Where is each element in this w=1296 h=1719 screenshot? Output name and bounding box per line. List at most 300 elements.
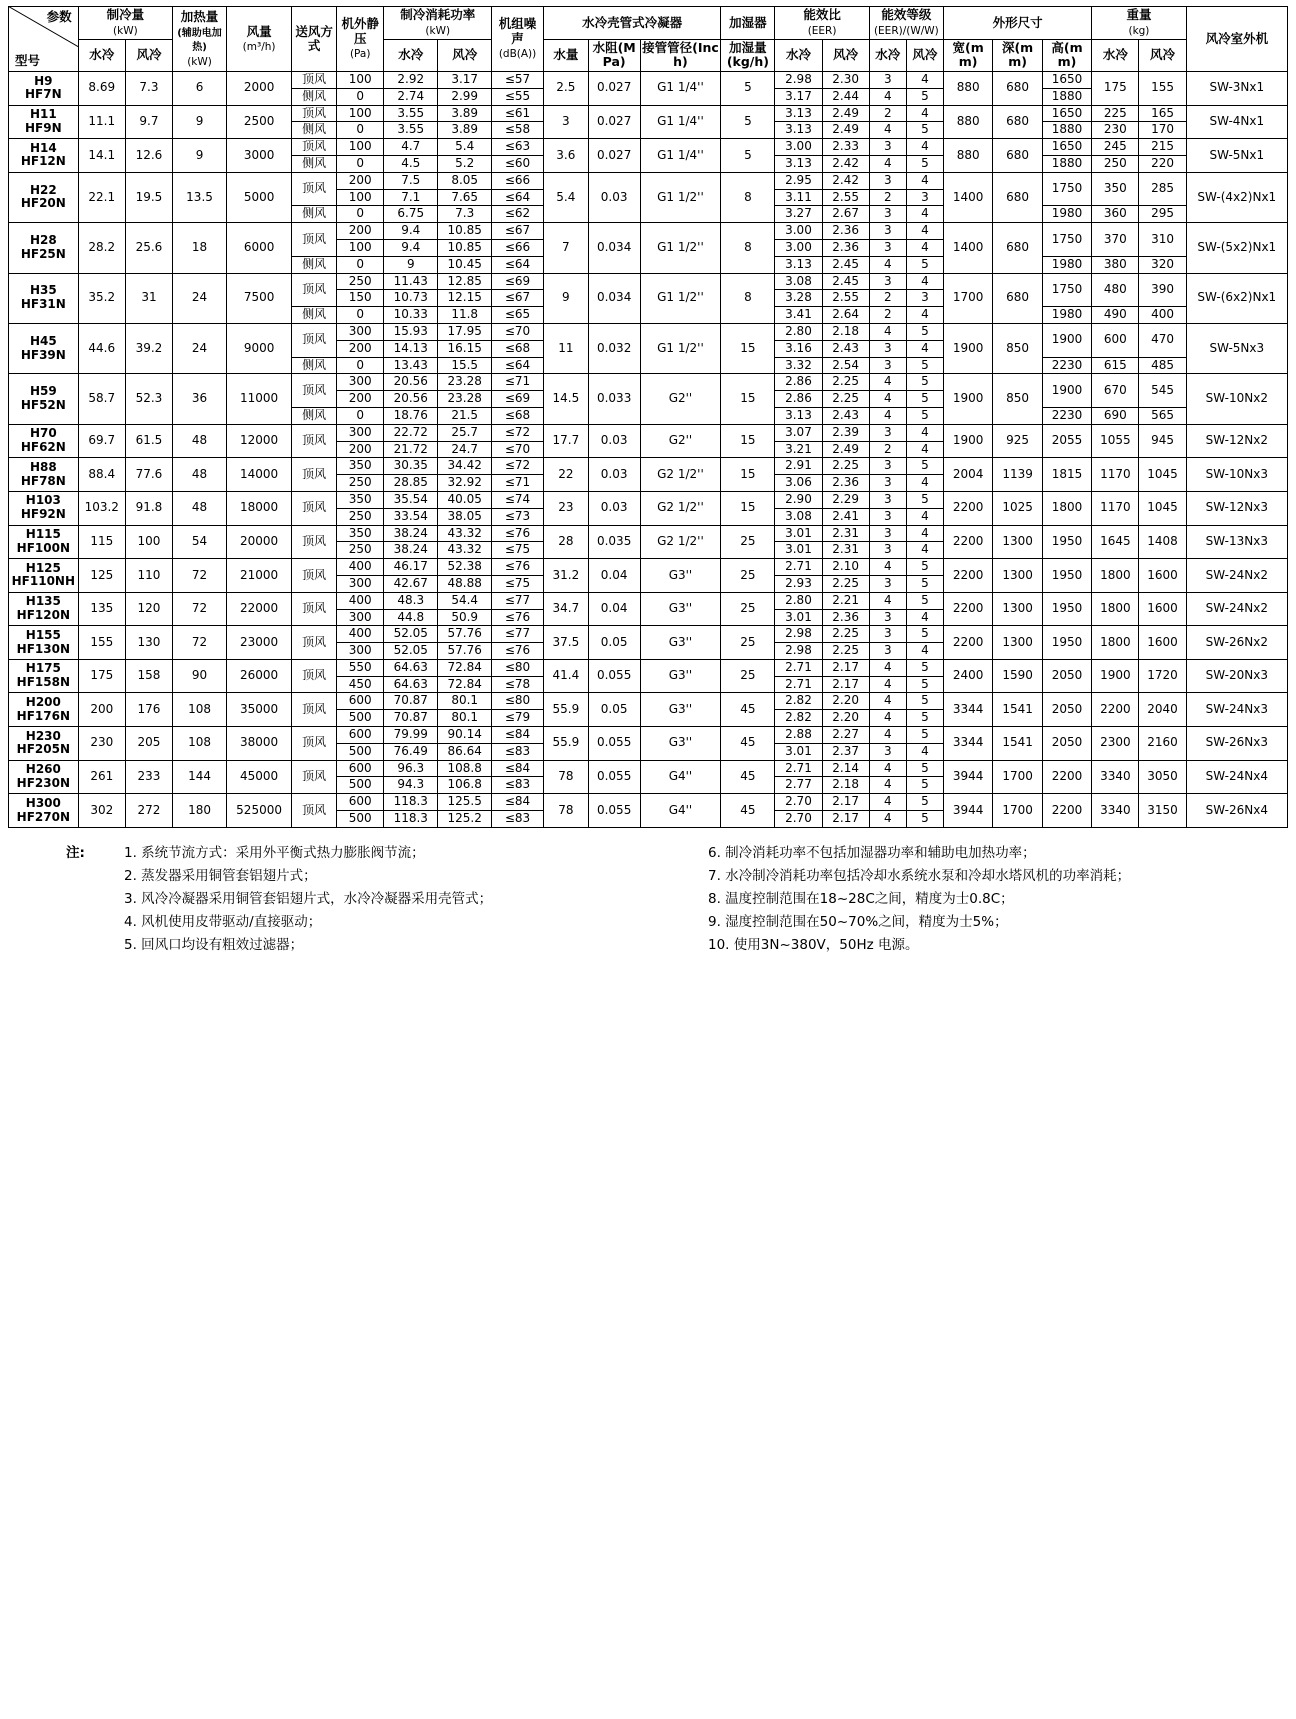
weight-water-cell: 1170 (1092, 491, 1139, 525)
noise-cell: ≤75 (492, 575, 544, 592)
grade-water-cell: 3 (869, 508, 906, 525)
table-header (9, 7, 1288, 72)
height-cell: 1750 (1042, 223, 1091, 257)
power-water-cell: 38.24 (384, 525, 438, 542)
eer-air-cell: 2.37 (822, 743, 869, 760)
airflow-cell: 12000 (227, 424, 292, 458)
eer-water-cell: 3.32 (775, 357, 822, 374)
power-water-cell: 13.43 (384, 357, 438, 374)
subheader-power-air: 风冷 (438, 39, 492, 72)
noise-cell: ≤67 (492, 290, 544, 307)
weight-air-cell: 215 (1139, 139, 1186, 156)
grade-air-cell: 4 (906, 441, 943, 458)
outdoor-unit-cell: SW-20Nx3 (1186, 659, 1287, 693)
water-qty-cell: 2.5 (543, 72, 588, 106)
width-cell: 1400 (943, 172, 992, 222)
static-pressure-cell: 400 (337, 626, 384, 643)
water-resistance-cell: 0.03 (588, 491, 640, 525)
table-row (9, 525, 1288, 542)
eer-air-cell: 2.25 (822, 575, 869, 592)
notes-column-left (124, 842, 684, 957)
model-cell: H200 HF176N (9, 693, 79, 727)
power-air-cell: 24.7 (438, 441, 492, 458)
supply-mode-cell: 顶风 (292, 424, 337, 458)
grade-air-cell: 5 (906, 88, 943, 105)
pipe-size-cell: G3'' (640, 727, 721, 761)
pipe-size-cell: G1 1/2'' (640, 172, 721, 222)
grade-air-cell: 4 (906, 105, 943, 122)
subheader-grade-air: 风冷 (906, 39, 943, 72)
weight-water-cell: 1900 (1092, 659, 1139, 693)
note-item-4: 4. 风机使用皮带驱动/直接驱动； (124, 913, 322, 930)
airflow-cell: 20000 (227, 525, 292, 559)
cooling-air-cell: 100 (125, 525, 172, 559)
subheader-pipe-size: 接管管径(Inch) (640, 39, 721, 72)
power-water-cell: 10.33 (384, 307, 438, 324)
power-air-cell: 72.84 (438, 659, 492, 676)
humidify-qty-cell: 15 (721, 491, 775, 525)
static-pressure-cell: 150 (337, 290, 384, 307)
depth-cell: 850 (993, 374, 1042, 424)
outdoor-unit-cell: SW-24Nx3 (1186, 693, 1287, 727)
noise-cell: ≤76 (492, 559, 544, 576)
eer-water-cell: 2.90 (775, 491, 822, 508)
corner-model-label: 型号 (15, 52, 41, 68)
outdoor-unit-cell: SW-5Nx3 (1186, 323, 1287, 373)
heating-cell: 72 (173, 559, 227, 593)
water-qty-cell: 78 (543, 760, 588, 794)
airflow-cell: 9000 (227, 323, 292, 373)
cooling-air-cell: 9.7 (125, 105, 172, 139)
depth-cell: 680 (993, 72, 1042, 106)
width-cell: 1400 (943, 223, 992, 273)
power-water-cell: 9.4 (384, 223, 438, 240)
outdoor-unit-cell: SW-12Nx3 (1186, 491, 1287, 525)
heating-cell: 18 (173, 223, 227, 273)
model-cell: H115 HF100N (9, 525, 79, 559)
eer-air-cell: 2.20 (822, 693, 869, 710)
subheader-weight-air: 风冷 (1139, 39, 1186, 72)
power-air-cell: 7.65 (438, 189, 492, 206)
airflow-cell: 22000 (227, 592, 292, 626)
supply-mode-cell: 顶风 (292, 223, 337, 257)
grade-water-cell: 3 (869, 357, 906, 374)
supply-mode-cell: 侧风 (292, 407, 337, 424)
header-weight: 重量 (kg) (1092, 7, 1186, 40)
power-water-cell: 20.56 (384, 374, 438, 391)
grade-water-cell: 4 (869, 760, 906, 777)
grade-air-cell: 5 (906, 676, 943, 693)
eer-air-cell: 2.33 (822, 139, 869, 156)
noise-cell: ≤66 (492, 172, 544, 189)
eer-water-cell: 3.11 (775, 189, 822, 206)
static-pressure-cell: 450 (337, 676, 384, 693)
noise-cell: ≤68 (492, 340, 544, 357)
grade-air-cell: 5 (906, 155, 943, 172)
eer-water-cell: 2.82 (775, 710, 822, 727)
static-pressure-cell: 600 (337, 760, 384, 777)
eer-air-cell: 2.49 (822, 105, 869, 122)
width-cell: 880 (943, 72, 992, 106)
outdoor-unit-cell: SW-26Nx2 (1186, 626, 1287, 660)
grade-air-cell: 4 (906, 340, 943, 357)
grade-water-cell: 3 (869, 743, 906, 760)
weight-water-cell: 600 (1092, 323, 1139, 357)
table-row (9, 592, 1288, 609)
noise-cell: ≤83 (492, 743, 544, 760)
eer-air-cell: 2.18 (822, 323, 869, 340)
power-air-cell: 17.95 (438, 323, 492, 340)
weight-water-cell: 615 (1092, 357, 1139, 374)
power-water-cell: 46.17 (384, 559, 438, 576)
pipe-size-cell: G3'' (640, 559, 721, 593)
power-air-cell: 43.32 (438, 525, 492, 542)
water-qty-cell: 78 (543, 794, 588, 828)
power-air-cell: 10.45 (438, 256, 492, 273)
static-pressure-cell: 300 (337, 323, 384, 340)
pipe-size-cell: G3'' (640, 693, 721, 727)
subheader-depth: 深(mm) (993, 39, 1042, 72)
weight-air-cell: 1600 (1139, 626, 1186, 660)
width-cell: 2200 (943, 491, 992, 525)
heating-cell: 90 (173, 659, 227, 693)
noise-cell: ≤66 (492, 239, 544, 256)
static-pressure-cell: 200 (337, 340, 384, 357)
humidify-qty-cell: 25 (721, 559, 775, 593)
noise-cell: ≤55 (492, 88, 544, 105)
static-pressure-cell: 300 (337, 374, 384, 391)
eer-water-cell: 3.27 (775, 206, 822, 223)
model-cell: H35 HF31N (9, 273, 79, 323)
grade-air-cell: 4 (906, 239, 943, 256)
grade-water-cell: 2 (869, 189, 906, 206)
grade-air-cell: 3 (906, 290, 943, 307)
grade-water-cell: 3 (869, 139, 906, 156)
eer-air-cell: 2.25 (822, 458, 869, 475)
supply-mode-cell: 顶风 (292, 172, 337, 206)
cooling-water-cell: 175 (78, 659, 125, 693)
static-pressure-cell: 500 (337, 743, 384, 760)
weight-water-cell: 490 (1092, 307, 1139, 324)
grade-water-cell: 2 (869, 307, 906, 324)
eer-air-cell: 2.39 (822, 424, 869, 441)
supply-mode-cell: 侧风 (292, 122, 337, 139)
weight-water-cell: 380 (1092, 256, 1139, 273)
weight-air-cell: 945 (1139, 424, 1186, 458)
watermark: 杭井® 杭井® (450, 1636, 846, 1706)
noise-cell: ≤65 (492, 307, 544, 324)
weight-air-cell: 320 (1139, 256, 1186, 273)
eer-air-cell: 2.36 (822, 239, 869, 256)
supply-mode-cell: 侧风 (292, 88, 337, 105)
power-water-cell: 9.4 (384, 239, 438, 256)
width-cell: 3944 (943, 794, 992, 828)
weight-air-cell: 565 (1139, 407, 1186, 424)
weight-water-cell: 230 (1092, 122, 1139, 139)
height-cell: 1980 (1042, 256, 1091, 273)
noise-cell: ≤80 (492, 659, 544, 676)
pipe-size-cell: G1 1/2'' (640, 223, 721, 273)
water-resistance-cell: 0.03 (588, 424, 640, 458)
noise-cell: ≤61 (492, 105, 544, 122)
height-cell: 1900 (1042, 323, 1091, 357)
power-water-cell: 7.1 (384, 189, 438, 206)
height-cell: 1800 (1042, 491, 1091, 525)
water-qty-cell: 31.2 (543, 559, 588, 593)
cooling-air-cell: 52.3 (125, 374, 172, 424)
cooling-air-cell: 7.3 (125, 72, 172, 106)
eer-water-cell: 3.17 (775, 88, 822, 105)
specification-table (8, 6, 1288, 828)
width-cell: 880 (943, 139, 992, 173)
static-pressure-cell: 500 (337, 777, 384, 794)
grade-air-cell: 4 (906, 139, 943, 156)
table-row (9, 458, 1288, 475)
table-row (9, 105, 1288, 122)
eer-water-cell: 2.88 (775, 727, 822, 744)
header-airflow: 风量 (m³/h) (227, 7, 292, 72)
outdoor-unit-cell: SW-5Nx1 (1186, 139, 1287, 173)
airflow-cell: 35000 (227, 693, 292, 727)
table-row (9, 659, 1288, 676)
width-cell: 2200 (943, 559, 992, 593)
power-air-cell: 80.1 (438, 710, 492, 727)
static-pressure-cell: 0 (337, 357, 384, 374)
grade-water-cell: 3 (869, 273, 906, 290)
noise-cell: ≤64 (492, 256, 544, 273)
outdoor-unit-cell: SW-(6x2)Nx1 (1186, 273, 1287, 323)
supply-mode-cell: 顶风 (292, 491, 337, 525)
grade-air-cell: 4 (906, 72, 943, 89)
table-row (9, 794, 1288, 811)
eer-water-cell: 3.08 (775, 508, 822, 525)
depth-cell: 1700 (993, 794, 1042, 828)
table-row (9, 223, 1288, 240)
pipe-size-cell: G3'' (640, 592, 721, 626)
humidify-qty-cell: 5 (721, 72, 775, 106)
notes-block (28, 842, 1268, 957)
power-water-cell: 33.54 (384, 508, 438, 525)
airflow-cell: 7500 (227, 273, 292, 323)
supply-mode-cell: 顶风 (292, 273, 337, 307)
heating-cell: 6 (173, 72, 227, 106)
weight-air-cell: 3150 (1139, 794, 1186, 828)
subheader-water-qty: 水量 (543, 39, 588, 72)
height-cell: 1950 (1042, 626, 1091, 660)
supply-mode-cell: 顶风 (292, 374, 337, 408)
water-qty-cell: 37.5 (543, 626, 588, 660)
supply-mode-cell: 顶风 (292, 323, 337, 357)
water-qty-cell: 23 (543, 491, 588, 525)
grade-air-cell: 5 (906, 693, 943, 710)
noise-cell: ≤83 (492, 811, 544, 828)
power-air-cell: 5.2 (438, 155, 492, 172)
power-air-cell: 3.89 (438, 105, 492, 122)
width-cell: 1900 (943, 374, 992, 424)
weight-air-cell: 1408 (1139, 525, 1186, 559)
grade-air-cell: 4 (906, 424, 943, 441)
cooling-water-cell: 302 (78, 794, 125, 828)
noise-cell: ≤72 (492, 424, 544, 441)
humidify-qty-cell: 8 (721, 223, 775, 273)
cooling-water-cell: 28.2 (78, 223, 125, 273)
note-item-2: 2. 蒸发器采用铜管套铝翅片式； (124, 867, 317, 884)
weight-air-cell: 285 (1139, 172, 1186, 206)
supply-mode-cell: 侧风 (292, 307, 337, 324)
model-cell: H11 HF9N (9, 105, 79, 139)
grade-air-cell: 5 (906, 559, 943, 576)
power-water-cell: 38.24 (384, 542, 438, 559)
table-row (9, 559, 1288, 576)
grade-water-cell: 3 (869, 223, 906, 240)
water-qty-cell: 34.7 (543, 592, 588, 626)
power-air-cell: 10.85 (438, 239, 492, 256)
water-resistance-cell: 0.05 (588, 626, 640, 660)
grade-air-cell: 4 (906, 206, 943, 223)
power-air-cell: 10.85 (438, 223, 492, 240)
power-air-cell: 16.15 (438, 340, 492, 357)
power-air-cell: 38.05 (438, 508, 492, 525)
eer-water-cell: 2.71 (775, 659, 822, 676)
depth-cell: 1541 (993, 693, 1042, 727)
cooling-air-cell: 130 (125, 626, 172, 660)
outdoor-unit-cell: SW-26Nx3 (1186, 727, 1287, 761)
airflow-cell: 14000 (227, 458, 292, 492)
grade-air-cell: 5 (906, 592, 943, 609)
grade-water-cell: 4 (869, 710, 906, 727)
eer-water-cell: 2.86 (775, 374, 822, 391)
static-pressure-cell: 0 (337, 88, 384, 105)
humidify-qty-cell: 15 (721, 458, 775, 492)
humidify-qty-cell: 45 (721, 727, 775, 761)
weight-water-cell: 175 (1092, 72, 1139, 106)
weight-air-cell: 545 (1139, 374, 1186, 408)
width-cell: 3344 (943, 693, 992, 727)
cooling-air-cell: 91.8 (125, 491, 172, 525)
power-water-cell: 118.3 (384, 811, 438, 828)
table-row (9, 374, 1288, 391)
model-cell: H175 HF158N (9, 659, 79, 693)
static-pressure-cell: 400 (337, 592, 384, 609)
grade-water-cell: 4 (869, 777, 906, 794)
eer-water-cell: 3.01 (775, 542, 822, 559)
weight-air-cell: 1600 (1139, 592, 1186, 626)
power-air-cell: 86.64 (438, 743, 492, 760)
subheader-eer-water: 水冷 (775, 39, 822, 72)
eer-air-cell: 2.42 (822, 155, 869, 172)
power-air-cell: 125.5 (438, 794, 492, 811)
notes-label: 注: (66, 844, 85, 861)
weight-water-cell: 1800 (1092, 592, 1139, 626)
static-pressure-cell: 300 (337, 643, 384, 660)
noise-cell: ≤70 (492, 323, 544, 340)
humidify-qty-cell: 5 (721, 139, 775, 173)
header-power-input: 制冷消耗功率 (kW) (384, 7, 492, 40)
static-pressure-cell: 100 (337, 239, 384, 256)
supply-mode-cell: 侧风 (292, 206, 337, 223)
weight-water-cell: 245 (1092, 139, 1139, 156)
grade-air-cell: 4 (906, 223, 943, 240)
water-resistance-cell: 0.055 (588, 760, 640, 794)
power-water-cell: 14.13 (384, 340, 438, 357)
table-row (9, 424, 1288, 441)
static-pressure-cell: 100 (337, 72, 384, 89)
noise-cell: ≤69 (492, 273, 544, 290)
heating-cell: 108 (173, 693, 227, 727)
depth-cell: 925 (993, 424, 1042, 458)
airflow-cell: 23000 (227, 626, 292, 660)
weight-air-cell: 220 (1139, 155, 1186, 172)
grade-water-cell: 3 (869, 491, 906, 508)
power-air-cell: 57.76 (438, 643, 492, 660)
grade-air-cell: 5 (906, 374, 943, 391)
grade-water-cell: 3 (869, 206, 906, 223)
noise-cell: ≤74 (492, 491, 544, 508)
height-cell: 1650 (1042, 139, 1091, 156)
water-resistance-cell: 0.034 (588, 223, 640, 273)
grade-water-cell: 3 (869, 542, 906, 559)
grade-water-cell: 3 (869, 475, 906, 492)
static-pressure-cell: 350 (337, 491, 384, 508)
noise-cell: ≤62 (492, 206, 544, 223)
cooling-water-cell: 69.7 (78, 424, 125, 458)
grade-water-cell: 4 (869, 811, 906, 828)
subheader-water-resistance: 水阻(MPa) (588, 39, 640, 72)
airflow-cell: 2000 (227, 72, 292, 106)
pipe-size-cell: G2 1/2'' (640, 525, 721, 559)
grade-air-cell: 4 (906, 525, 943, 542)
cooling-air-cell: 61.5 (125, 424, 172, 458)
power-water-cell: 64.63 (384, 659, 438, 676)
weight-air-cell: 1045 (1139, 491, 1186, 525)
power-water-cell: 11.43 (384, 273, 438, 290)
header-eer-grade: 能效等级 (EER)/(W/W) (869, 7, 943, 40)
eer-water-cell: 2.71 (775, 676, 822, 693)
eer-air-cell: 2.36 (822, 609, 869, 626)
grade-air-cell: 5 (906, 323, 943, 340)
weight-air-cell: 2040 (1139, 693, 1186, 727)
water-resistance-cell: 0.04 (588, 592, 640, 626)
grade-air-cell: 5 (906, 575, 943, 592)
height-cell: 2050 (1042, 659, 1091, 693)
static-pressure-cell: 350 (337, 525, 384, 542)
power-air-cell: 125.2 (438, 811, 492, 828)
depth-cell: 850 (993, 323, 1042, 373)
power-water-cell: 118.3 (384, 794, 438, 811)
eer-water-cell: 2.98 (775, 626, 822, 643)
table-row (9, 273, 1288, 290)
pipe-size-cell: G2'' (640, 424, 721, 458)
cooling-water-cell: 22.1 (78, 172, 125, 222)
grade-water-cell: 3 (869, 609, 906, 626)
airflow-cell: 21000 (227, 559, 292, 593)
power-air-cell: 3.17 (438, 72, 492, 89)
height-cell: 1815 (1042, 458, 1091, 492)
supply-mode-cell: 顶风 (292, 458, 337, 492)
grade-air-cell: 4 (906, 172, 943, 189)
grade-water-cell: 4 (869, 592, 906, 609)
power-water-cell: 28.85 (384, 475, 438, 492)
depth-cell: 1541 (993, 727, 1042, 761)
height-cell: 1980 (1042, 206, 1091, 223)
eer-water-cell: 3.13 (775, 407, 822, 424)
grade-air-cell: 4 (906, 542, 943, 559)
subheader-cool-water: 水冷 (78, 39, 125, 72)
eer-water-cell: 2.80 (775, 592, 822, 609)
grade-water-cell: 3 (869, 525, 906, 542)
power-water-cell: 15.93 (384, 323, 438, 340)
grade-air-cell: 4 (906, 609, 943, 626)
